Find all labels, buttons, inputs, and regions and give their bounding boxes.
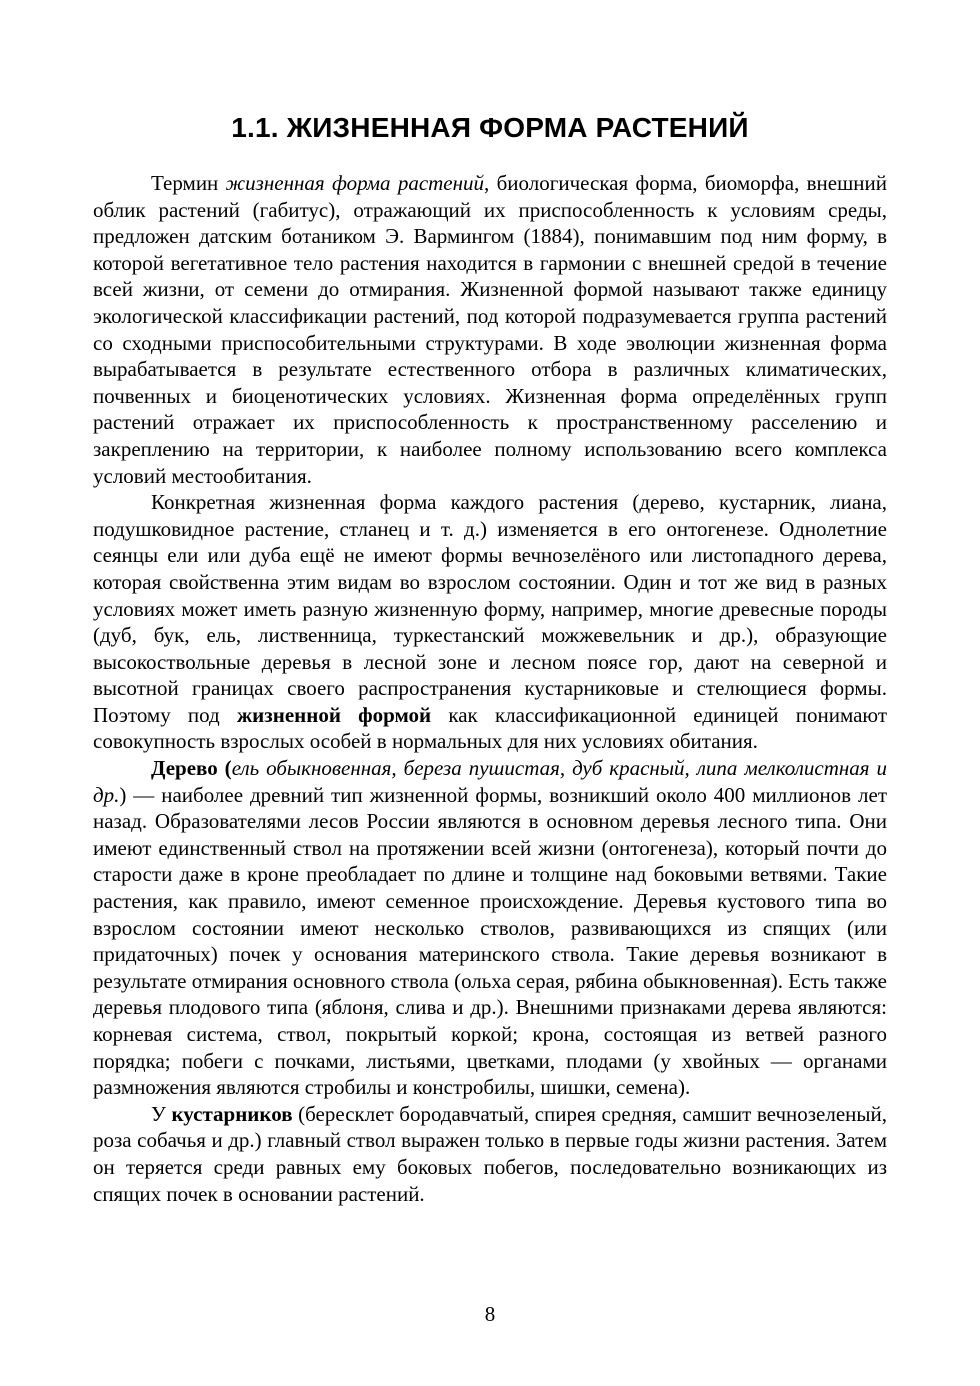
- bold-paren: (: [217, 756, 232, 781]
- bold-term: Дерево: [151, 756, 218, 781]
- paragraph-text: как классификационной единицей понимают совокупность взрослых особей в нормальных для них условиях обитания.: [93, 702, 887, 754]
- paragraph-shrubs: [93, 1101, 887, 1207]
- paragraph-text: ) — наиболее древний тип жизненной формы, возникший около 400 миллионов лет назад. Образователями лесов России являются в основном деревья лесного типа. Они имеют единственный ствол на протяжении всей жизни (онтогенеза), который почти до старости даже в кроне преобладает по длине и толщине над боковыми ветвями. Такие растения, как правило, имеют семенное происхождение. Деревья кустового типа во взрослом состоянии имеют несколько стволов, развивающихся из спящих (или придаточных) почек у основания материнского ствола. Такие деревья возникают в результате отмирания основного ствола (ольха серая, рябина обыкновенная). Есть также деревья плодового типа (яблоня, слива и др.). Внешними признаками дерева являются: корневая система, ствол, покрытый коркой; крона, состоящая из ветвей разного порядка; побеги с почками, листьями, цветками, плодами (у хвойных — органами размножения являются стробилы и констробилы, шишки, семена).: [93, 782, 887, 1100]
- paragraph-tree: [93, 755, 887, 1101]
- page-number: 8: [484, 1302, 496, 1326]
- paragraph-text: , биологическая форма, биоморфа, внешний облик растений (габитус), отражающий их приспособленность к условиям среды, предложен датским ботаником Э. Вармингом (1884), понимавшим под ним форму, в которой вегетативное тело растения находится в гармонии с внешней средой в течение всей жизни, от семени до отмирания. Жизненной формой называют также единицу экологической классификации растений, под которой подразумевается группа растений со сходными приспособительными структурами. В ходе эволюции жизненная форма вырабатывается в результате естественного отбора в различных климатических, почвенных и биоценотических условиях. Жизненная форма определённых групп растений отражает их приспособленность к пространственному расселению и закреплению на территории, к наиболее полному использованию всего комплекса условий местообитания.: [93, 171, 887, 488]
- document-page: [93, 112, 887, 1207]
- italic-term: жизненная форма растений: [225, 171, 485, 195]
- paragraph-text: Термин: [151, 171, 226, 195]
- italic-examples: ель обыкновенная, береза пушистая, дуб красный, липа мелколистная и др.: [93, 756, 887, 807]
- paragraph-text: У: [151, 1101, 172, 1126]
- paragraph-text: (бересклет бородавчатый, спирея средняя, самшит вечнозеленый, роза собачья и др.) главный ствол выражен только в первые годы жизни растения. Затем он теряется среди равных ему боковых побегов, последовательно возникающих из спящих почек в основании растений.: [93, 1101, 887, 1206]
- paragraph-text: Конкретная жизненная форма каждого растения (дерево, кустарник, лиана, подушковидное растение, стланец и т. д.) изменяется в его онтогенезе. Однолетние сеянцы ели или дуба ещё не имеют формы вечнозелёного или листопадного дерева, которая свойственна этим видам во взрослом состоянии. Один и тот же вид в разных условиях может иметь разную жизненную форму, например, многие древесные породы (дуб, бук, ель, лиственница, туркестанский можжевельник и др.), образующие высокоствольные деревья в лесной зоне и лесном поясе гор, дают на северной и высотной границах своего распространения кустарниковые и стелющиеся формы. Поэтому под: [93, 490, 887, 727]
- paragraph-life-form-definition: [93, 170, 887, 489]
- bold-term: жизненной формой: [236, 702, 432, 727]
- bold-term: кустарников: [171, 1101, 293, 1126]
- section-title: 1.1. ЖИЗНЕННАЯ ФОРМА РАСТЕНИЙ: [231, 112, 749, 143]
- paragraph-ontogenesis: [93, 489, 887, 755]
